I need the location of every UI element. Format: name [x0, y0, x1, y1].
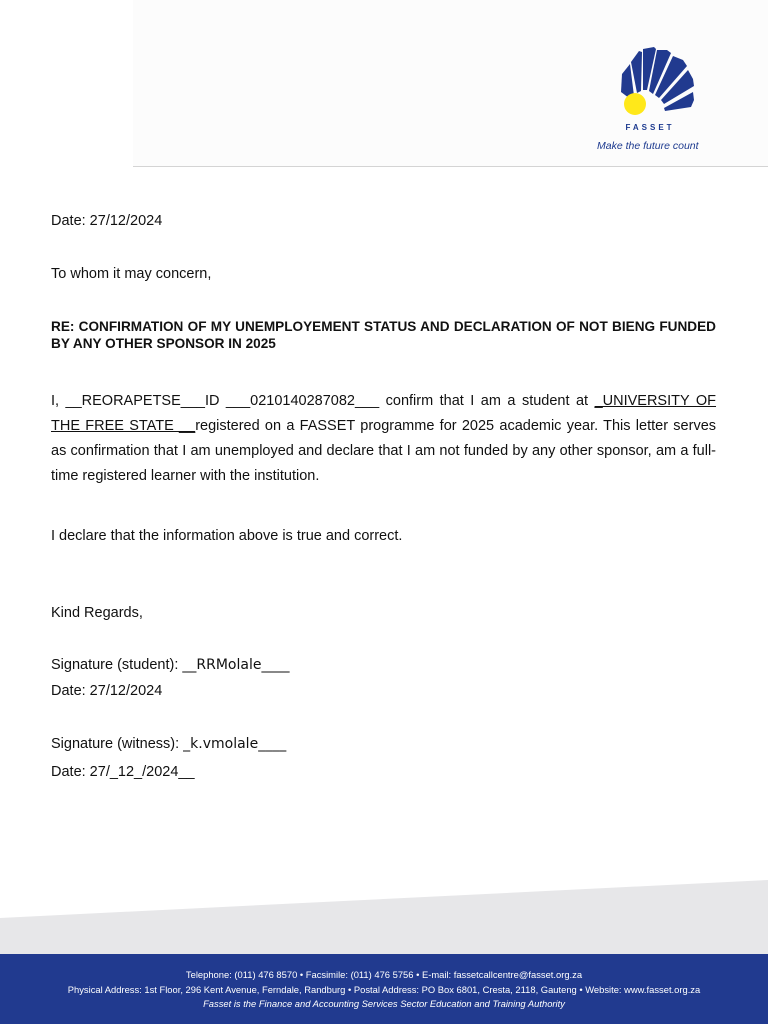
body-paragraph — [51, 389, 716, 489]
letter-date: Date: 27/12/2024 — [51, 213, 163, 229]
logo-tagline: Make the future count — [597, 140, 699, 152]
body-text-end: registered on a FASSET programme for 2025 academic year. This letter serves as confirmation that I am unemployed and declare that I am not funded by any other sponsor, am a full-time registered learner with the institution. — [51, 418, 717, 484]
student-signature-label: Signature (student): — [51, 657, 183, 673]
witness-date: Date: 27/_12_/2024__ — [51, 764, 195, 780]
fasset-logo — [597, 44, 727, 152]
student-date: Date: 27/12/2024 — [51, 683, 163, 699]
footer-band — [0, 954, 768, 1024]
witness-signature-label: Signature (witness): — [51, 736, 184, 752]
declaration-text: I declare that the information above is true and correct. — [51, 528, 403, 544]
closing-text: Kind Regards, — [51, 605, 143, 621]
fasset-sun-icon — [617, 44, 697, 120]
university-name: _UNIVERSITY OF THE FREE STATE __ — [51, 393, 717, 434]
subject-line: RE: CONFIRMATION OF MY UNEMPLOYEMENT STATUS AND DECLARATION OF NOT BIENG FUNDED BY ANY OTHER SPONSOR IN 2025 — [51, 319, 716, 351]
footer-address-line: Physical Address: 1st Floor, 296 Kent Avenue, Ferndale, Randburg • Postal Address: PO Box 6801, Cresta, 2118, Gauteng • Website: www.fasset.org.za — [67, 984, 701, 995]
witness-signature: _k.vmolale____ — [183, 736, 287, 752]
logo-wordmark: FASSET — [625, 123, 675, 132]
footer-contact-line: Telephone: (011) 476 8570 • Facsimile: (011) 476 5756 • E-mail: fassetcallcentre@fasset.org.za — [185, 969, 583, 980]
salutation: To whom it may concern, — [51, 266, 212, 282]
student-signature: __RRMolale____ — [182, 657, 290, 673]
student-signature-line — [51, 657, 289, 673]
witness-signature-line — [51, 736, 286, 752]
footer-authority-line: Fasset is the Finance and Accounting Services Sector Education and Training Authority — [203, 998, 565, 1009]
body-text-start: I, __REORAPETSE___ID ___0210140287082___ confirm that I am a student at — [51, 393, 595, 409]
logo-sun — [624, 93, 646, 115]
